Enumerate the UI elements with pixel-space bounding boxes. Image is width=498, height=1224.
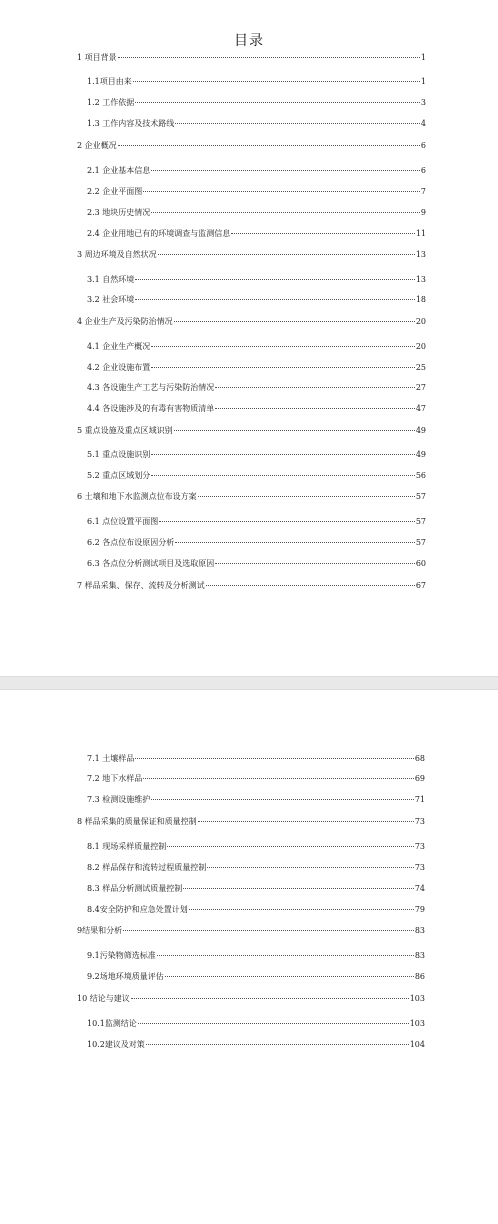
toc-entry-page-number: 18 xyxy=(415,295,426,304)
toc-section-entry[interactable] xyxy=(87,294,426,306)
toc-entry-label: 9结果和分析 xyxy=(77,926,123,935)
toc-section-entry[interactable] xyxy=(87,118,426,130)
dot-leader xyxy=(158,254,415,255)
toc-entry-page-number: 60 xyxy=(415,559,426,568)
dot-leader xyxy=(151,475,415,476)
toc-entry-page-number: 9 xyxy=(420,208,426,217)
dot-leader xyxy=(215,563,415,564)
toc-entry-label: 2.2 企业平面图 xyxy=(87,187,143,196)
toc-entry-label: 2.4 企业用地已有的环境调查与监测信息 xyxy=(87,229,231,238)
toc-entry-page-number: 25 xyxy=(415,363,426,372)
toc-entry-label: 8.4安全防护和应急处置计划 xyxy=(87,905,188,914)
toc-entry-label: 9.1污染物筛选标准 xyxy=(87,951,156,960)
toc-entry-label: 7.2 地下水样品 xyxy=(87,774,143,783)
toc-entry-page-number: 7 xyxy=(420,187,426,196)
toc-chapter-entry[interactable] xyxy=(77,816,425,828)
toc-section-entry[interactable] xyxy=(87,470,426,482)
toc-section-entry[interactable] xyxy=(87,516,426,528)
toc-entry-label: 5.2 重点区域划分 xyxy=(87,471,151,480)
toc-title: 目录 xyxy=(234,33,264,49)
dot-leader xyxy=(131,998,409,999)
toc-entry-page-number: 73 xyxy=(414,817,425,826)
dot-leader xyxy=(174,430,415,431)
dot-leader xyxy=(138,1023,409,1024)
toc-entry-page-number: 57 xyxy=(415,517,426,526)
toc-section-entry[interactable] xyxy=(87,971,425,983)
toc-section-entry[interactable] xyxy=(87,207,426,219)
toc-entry-page-number: 20 xyxy=(415,342,426,351)
toc-entry-label: 7 样品采集、保存、流转及分析测试 xyxy=(77,581,205,590)
toc-entry-page-number: 1 xyxy=(420,53,426,62)
dot-leader xyxy=(146,1044,409,1045)
toc-entry-page-number: 56 xyxy=(415,471,426,480)
toc-entry-label: 3 周边环境及自然状况 xyxy=(77,250,157,259)
toc-entry-page-number: 103 xyxy=(409,994,425,1003)
toc-section-entry[interactable] xyxy=(87,274,426,286)
toc-section-entry[interactable] xyxy=(87,794,425,806)
dot-leader xyxy=(133,81,420,82)
dot-leader xyxy=(174,321,415,322)
dot-leader xyxy=(157,955,414,956)
dot-leader xyxy=(151,346,415,347)
toc-entry-label: 3.2 社会环境 xyxy=(87,295,135,304)
toc-entry-page-number: 71 xyxy=(414,795,425,804)
toc-section-entry[interactable] xyxy=(87,449,426,461)
toc-section-entry[interactable] xyxy=(87,228,426,240)
page-separator xyxy=(0,676,498,690)
toc-entry-page-number: 69 xyxy=(414,774,425,783)
toc-entry-page-number: 83 xyxy=(414,926,425,935)
toc-section-entry[interactable] xyxy=(87,841,425,853)
dot-leader xyxy=(198,496,415,497)
toc-entry-label: 6.3 各点位分析测试项目及选取原因 xyxy=(87,559,215,568)
toc-entry-page-number: 79 xyxy=(414,905,425,914)
toc-entry-label: 4.2 企业设施布置 xyxy=(87,363,151,372)
toc-entry-page-number: 6 xyxy=(420,141,426,150)
toc-entry-page-number: 83 xyxy=(414,951,425,960)
toc-entry-page-number: 49 xyxy=(415,426,426,435)
toc-entry-page-number: 68 xyxy=(414,754,425,763)
dot-leader xyxy=(151,454,415,455)
toc-section-entry[interactable] xyxy=(87,883,425,895)
toc-entry-page-number: 6 xyxy=(420,166,426,175)
toc-entry-label: 1.1项目由来 xyxy=(87,77,132,86)
toc-entry-label: 4.1 企业生产概况 xyxy=(87,342,151,351)
toc-entry-label: 4.4 各设施涉及的有毒有害物质清单 xyxy=(87,404,215,413)
toc-entry-label: 4 企业生产及污染防治情况 xyxy=(77,317,173,326)
toc-section-entry[interactable] xyxy=(87,362,426,374)
toc-entry-label: 1.2 工作依据 xyxy=(87,98,135,107)
toc-entry-page-number: 20 xyxy=(415,317,426,326)
toc-section-entry[interactable] xyxy=(87,537,426,549)
toc-section-entry[interactable] xyxy=(87,1018,425,1030)
toc-entry-label: 2.3 地块历史情况 xyxy=(87,208,151,217)
document-page-2 xyxy=(0,690,498,1224)
toc-entry-label: 1 项目背景 xyxy=(77,53,117,62)
toc-chapter-entry[interactable] xyxy=(77,52,426,64)
dot-leader xyxy=(159,521,415,522)
toc-entry-label: 10 结论与建议 xyxy=(77,994,130,1003)
dot-leader xyxy=(118,145,420,146)
toc-entry-label: 1.3 工作内容及技术路线 xyxy=(87,119,175,128)
dot-leader xyxy=(135,299,415,300)
toc-section-entry[interactable] xyxy=(87,97,426,109)
toc-entry-page-number: 86 xyxy=(414,972,425,981)
dot-leader xyxy=(167,846,414,847)
toc-section-entry[interactable] xyxy=(87,76,426,88)
toc-entry-label: 8.1 现场采样质量控制 xyxy=(87,842,167,851)
toc-entry-label: 5 重点设施及重点区域识别 xyxy=(77,426,173,435)
dot-leader xyxy=(165,976,414,977)
dot-leader xyxy=(189,909,414,910)
toc-entry-label: 3.1 自然环境 xyxy=(87,275,135,284)
dot-leader xyxy=(215,387,415,388)
dot-leader xyxy=(175,542,415,543)
toc-section-entry[interactable] xyxy=(87,950,425,962)
dot-leader xyxy=(206,585,415,586)
dot-leader xyxy=(183,888,414,889)
toc-entry-label: 8.3 样品分析测试质量控制 xyxy=(87,884,183,893)
toc-entry-page-number: 73 xyxy=(414,842,425,851)
toc-entry-page-number: 47 xyxy=(415,404,426,413)
toc-section-entry[interactable] xyxy=(87,862,425,874)
toc-section-entry[interactable] xyxy=(87,186,426,198)
dot-leader xyxy=(198,821,414,822)
dot-leader xyxy=(123,930,414,931)
toc-entry-label: 4.3 各设施生产工艺与污染防治情况 xyxy=(87,383,215,392)
toc-section-entry[interactable] xyxy=(87,558,426,570)
toc-entry-page-number: 27 xyxy=(415,383,426,392)
toc-entry-label: 2.1 企业基本信息 xyxy=(87,166,151,175)
toc-entry-page-number: 3 xyxy=(420,98,426,107)
dot-leader xyxy=(151,367,415,368)
toc-entry-page-number: 11 xyxy=(415,229,426,238)
toc-entry-page-number: 57 xyxy=(415,538,426,547)
toc-chapter-entry[interactable] xyxy=(77,491,426,503)
toc-entry-label: 6.1 点位设置平面图 xyxy=(87,517,159,526)
dot-leader xyxy=(143,778,414,779)
toc-entry-label: 2 企业概况 xyxy=(77,141,117,150)
dot-leader xyxy=(215,408,415,409)
toc-chapter-entry[interactable] xyxy=(77,249,426,261)
toc-section-entry[interactable] xyxy=(87,341,426,353)
toc-chapter-entry[interactable] xyxy=(77,925,425,937)
toc-section-entry[interactable] xyxy=(87,165,426,177)
dot-leader xyxy=(231,233,415,234)
toc-entry-label: 5.1 重点设施识别 xyxy=(87,450,151,459)
dot-leader xyxy=(135,102,420,103)
dot-leader xyxy=(175,123,420,124)
toc-section-entry[interactable] xyxy=(87,904,425,916)
toc-entry-page-number: 49 xyxy=(415,450,426,459)
dot-leader xyxy=(118,57,420,58)
toc-entry-label: 10.2建议及对策 xyxy=(87,1040,145,1049)
toc-entry-page-number: 57 xyxy=(415,492,426,501)
toc-entry-page-number: 104 xyxy=(409,1040,425,1049)
toc-section-entry[interactable] xyxy=(87,773,425,785)
toc-entry-page-number: 1 xyxy=(420,77,426,86)
toc-chapter-entry[interactable] xyxy=(77,140,426,152)
toc-entry-label: 8 样品采集的质量保证和质量控制 xyxy=(77,817,197,826)
dot-leader xyxy=(135,758,414,759)
toc-chapter-entry[interactable] xyxy=(77,580,426,592)
dot-leader xyxy=(151,170,420,171)
toc-entry-page-number: 74 xyxy=(414,884,425,893)
toc-entry-page-number: 13 xyxy=(415,250,426,259)
toc-entry-page-number: 67 xyxy=(415,581,426,590)
toc-entry-label: 10.1监测结论 xyxy=(87,1019,137,1028)
toc-entry-label: 9.2场地环境质量评估 xyxy=(87,972,164,981)
toc-entry-label: 8.2 样品保存和流转过程质量控制 xyxy=(87,863,207,872)
toc-entry-label: 6 土壤和地下水监测点位布设方案 xyxy=(77,492,197,501)
toc-chapter-entry[interactable] xyxy=(77,425,426,437)
toc-chapter-entry[interactable] xyxy=(77,316,426,328)
toc-entry-page-number: 4 xyxy=(420,119,426,128)
dot-leader xyxy=(135,279,415,280)
toc-section-entry[interactable] xyxy=(87,1039,425,1051)
dot-leader xyxy=(151,212,420,213)
toc-entry-page-number: 13 xyxy=(415,275,426,284)
toc-entry-page-number: 103 xyxy=(409,1019,425,1028)
toc-section-entry[interactable] xyxy=(87,403,426,415)
toc-entry-label: 7.1 土壤样品 xyxy=(87,754,135,763)
toc-entry-page-number: 73 xyxy=(414,863,425,872)
toc-entry-label: 7.3 检测设施维护 xyxy=(87,795,151,804)
toc-chapter-entry[interactable] xyxy=(77,993,425,1005)
dot-leader xyxy=(151,799,414,800)
toc-section-entry[interactable] xyxy=(87,382,426,394)
toc-entry-label: 6.2 各点位布设原因分析 xyxy=(87,538,175,547)
dot-leader xyxy=(143,191,420,192)
toc-section-entry[interactable] xyxy=(87,753,425,765)
dot-leader xyxy=(207,867,414,868)
